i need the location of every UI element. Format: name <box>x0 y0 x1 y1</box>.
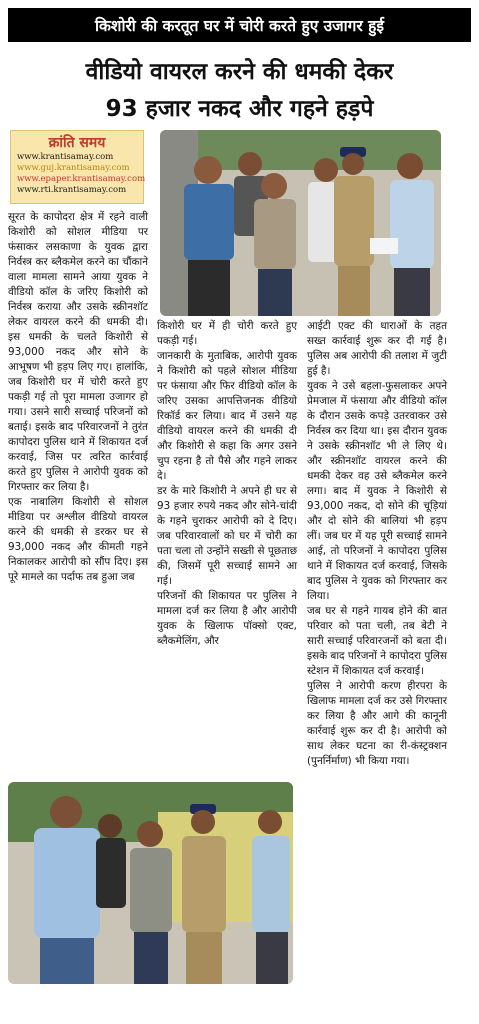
article-paragraph: सूरत के कापोदरा क्षेत्र में रहने वाली किशोरी को सोशल मीडिया पर फंसाकर लसकाणा के युवक द्वारा निर्वस्त्र कर ब्लैकमेल करने का चौंकाने वाला मामला सामने आया युवक ने वीडियो कॉल के जरिए किशोरी को निर्वस्त्र कराया और उसके स्क्रीनशॉट लेकर वायरल करने की धमकी दी। इस धमकी के चलते किशोरी से 93,000 नकद और सोने के आभूषण भी हड़प लिए गए। हालांकि, जब किशोरी घर में चोरी करते हुए पकड़ी गई तो पूरा मामला उजागर हो गया। उसने सारी सच्चाई परिजनों को बताई। इसके बाद परिवारजनों ने तुरंत कापोदरा पुलिस थाने में शिकायत दर्ज करवाई, जिस पर त्वरित कार्रवाई करते हुए पुलिस ने आरोपी युवक को गिरफ्तार कर लिया है। <box>8 211 148 493</box>
headline-line-1: वीडियो वायरल करने की धमकी देकर <box>85 59 394 85</box>
article-paragraph: एक नाबालिग किशोरी से सोशल मीडिया पर अश्लील वीडियो वायरल करने की धमकी से डरकर घर से 93,000 नकद और कीमती गहने निकालकर आरोपी को सौंप दिए। इस पूरे मामले का पर्दाफ तब हुआ जब <box>8 496 148 583</box>
article-paragraph: युवक ने उसे बहला-फुसलाकर अपने प्रेमजाल में फंसाया और वीडियो कॉल के दौरान उसके कपड़े उतरवाकर उसे निर्वस्त्र कर दिया था। इस दौरान युवक ने उसके स्क्रीनशॉट भी ले लिए थे। और स्क्रीनशॉट वायरल करने की धमकी देकर वह उसे ब्लैकमेल करने लगा। बाद में युवक ने किशोरी से 93,000 नकद, दो सोने की चूड़ियां और दो सोने की बालियां भी हड़प लीं। जब घर में यह पूरी सच्चाई सामने आई, तो परिजनों ने कापोदरा पुलिस थाने में शिकायत दर्ज करवाई, जिसके बाद पुलिस ने युवक को गिरफ्तार कर लिया। <box>307 380 447 602</box>
headline-line-2: 93 हजार नकद और गहने हड़पे <box>105 96 374 122</box>
masthead-url: www.rti.krantisamay.com <box>17 185 127 195</box>
article-paragraph: किशोरी घर में ही चोरी करते हुए पकड़ी गई। <box>157 320 297 347</box>
article-column-2 <box>157 319 297 649</box>
masthead-title: क्रांति समय <box>48 135 106 151</box>
police-escorting-accused-photo <box>8 782 293 984</box>
article-paragraph: डर के मारे किशोरी ने अपने ही घर से 93 हजार रुपये नकद और सोने-चांदी के गहने चुराकर आरोपी को दे दिए। जब परिवारवालों को घर में चोरी का पता चला तो उन्होंने सख्ती से पूछताछ की, जिसमें पूरी सच्चाई सामने आ गई। <box>157 485 297 587</box>
masthead-url: www.epaper.krantisamay.com <box>17 174 146 184</box>
article-paragraph: जब घर से गहने गायब होने की बात परिवार को पता चली, तब बेटी ने सारी सच्चाई परिवारजनों को बता दी। इसके बाद परिजनों ने कापोदरा पुलिस स्टेशन में शिकायत दर्ज करवाई। <box>307 605 447 677</box>
masthead-url: www.guj.krantisamay.com <box>17 163 130 173</box>
masthead-logo-box <box>10 130 144 204</box>
group-of-men-with-police-officers-photo <box>160 130 441 316</box>
article-column-3 <box>307 319 447 769</box>
masthead-url: www.krantisamay.com <box>17 152 114 162</box>
article-paragraph: जानकारी के मुताबिक, आरोपी युवक ने किशोरी को पहले सोशल मीडिया पर फंसाया और फिर वीडियो कॉल के जरिए उसका आपत्तिजनक वीडियो रिकॉर्ड कर लिया। बाद में उसने यह वीडियो वायरल करने की धमकी दी और किशोरी से कहा कि अगर उसने चुप रहना है तो पैसे और गहने लाकर दे। <box>157 350 297 482</box>
article-column-1 <box>8 210 148 585</box>
kicker-banner: किशोरी की करतूत घर में चोरी करते हुए उजागर हुई <box>8 8 471 42</box>
article-paragraph: पुलिस ने आरोपी करण हीरपरा के खिलाफ मामला दर्ज कर उसे गिरफ्तार कर लिया है और आगे की कानूनी कार्रवाई शुरू कर दी है। आरोपी को साथ लेकर घटना का री-कंस्ट्रक्शन (पुनर्निर्माण) भी किया गया। <box>307 680 447 767</box>
article-paragraph: परिजनों की शिकायत पर पुलिस ने मामला दर्ज कर लिया है और आरोपी युवक के खिलाफ पॉक्सो एक्ट, ब्लैकमेलिंग, और <box>157 590 297 647</box>
article-paragraph: आईटी एक्ट की धाराओं के तहत सख्त कार्रवाई शुरू कर दी गई है। पुलिस अब आरोपी की तलाश में जुटी हुई है। <box>307 320 447 377</box>
